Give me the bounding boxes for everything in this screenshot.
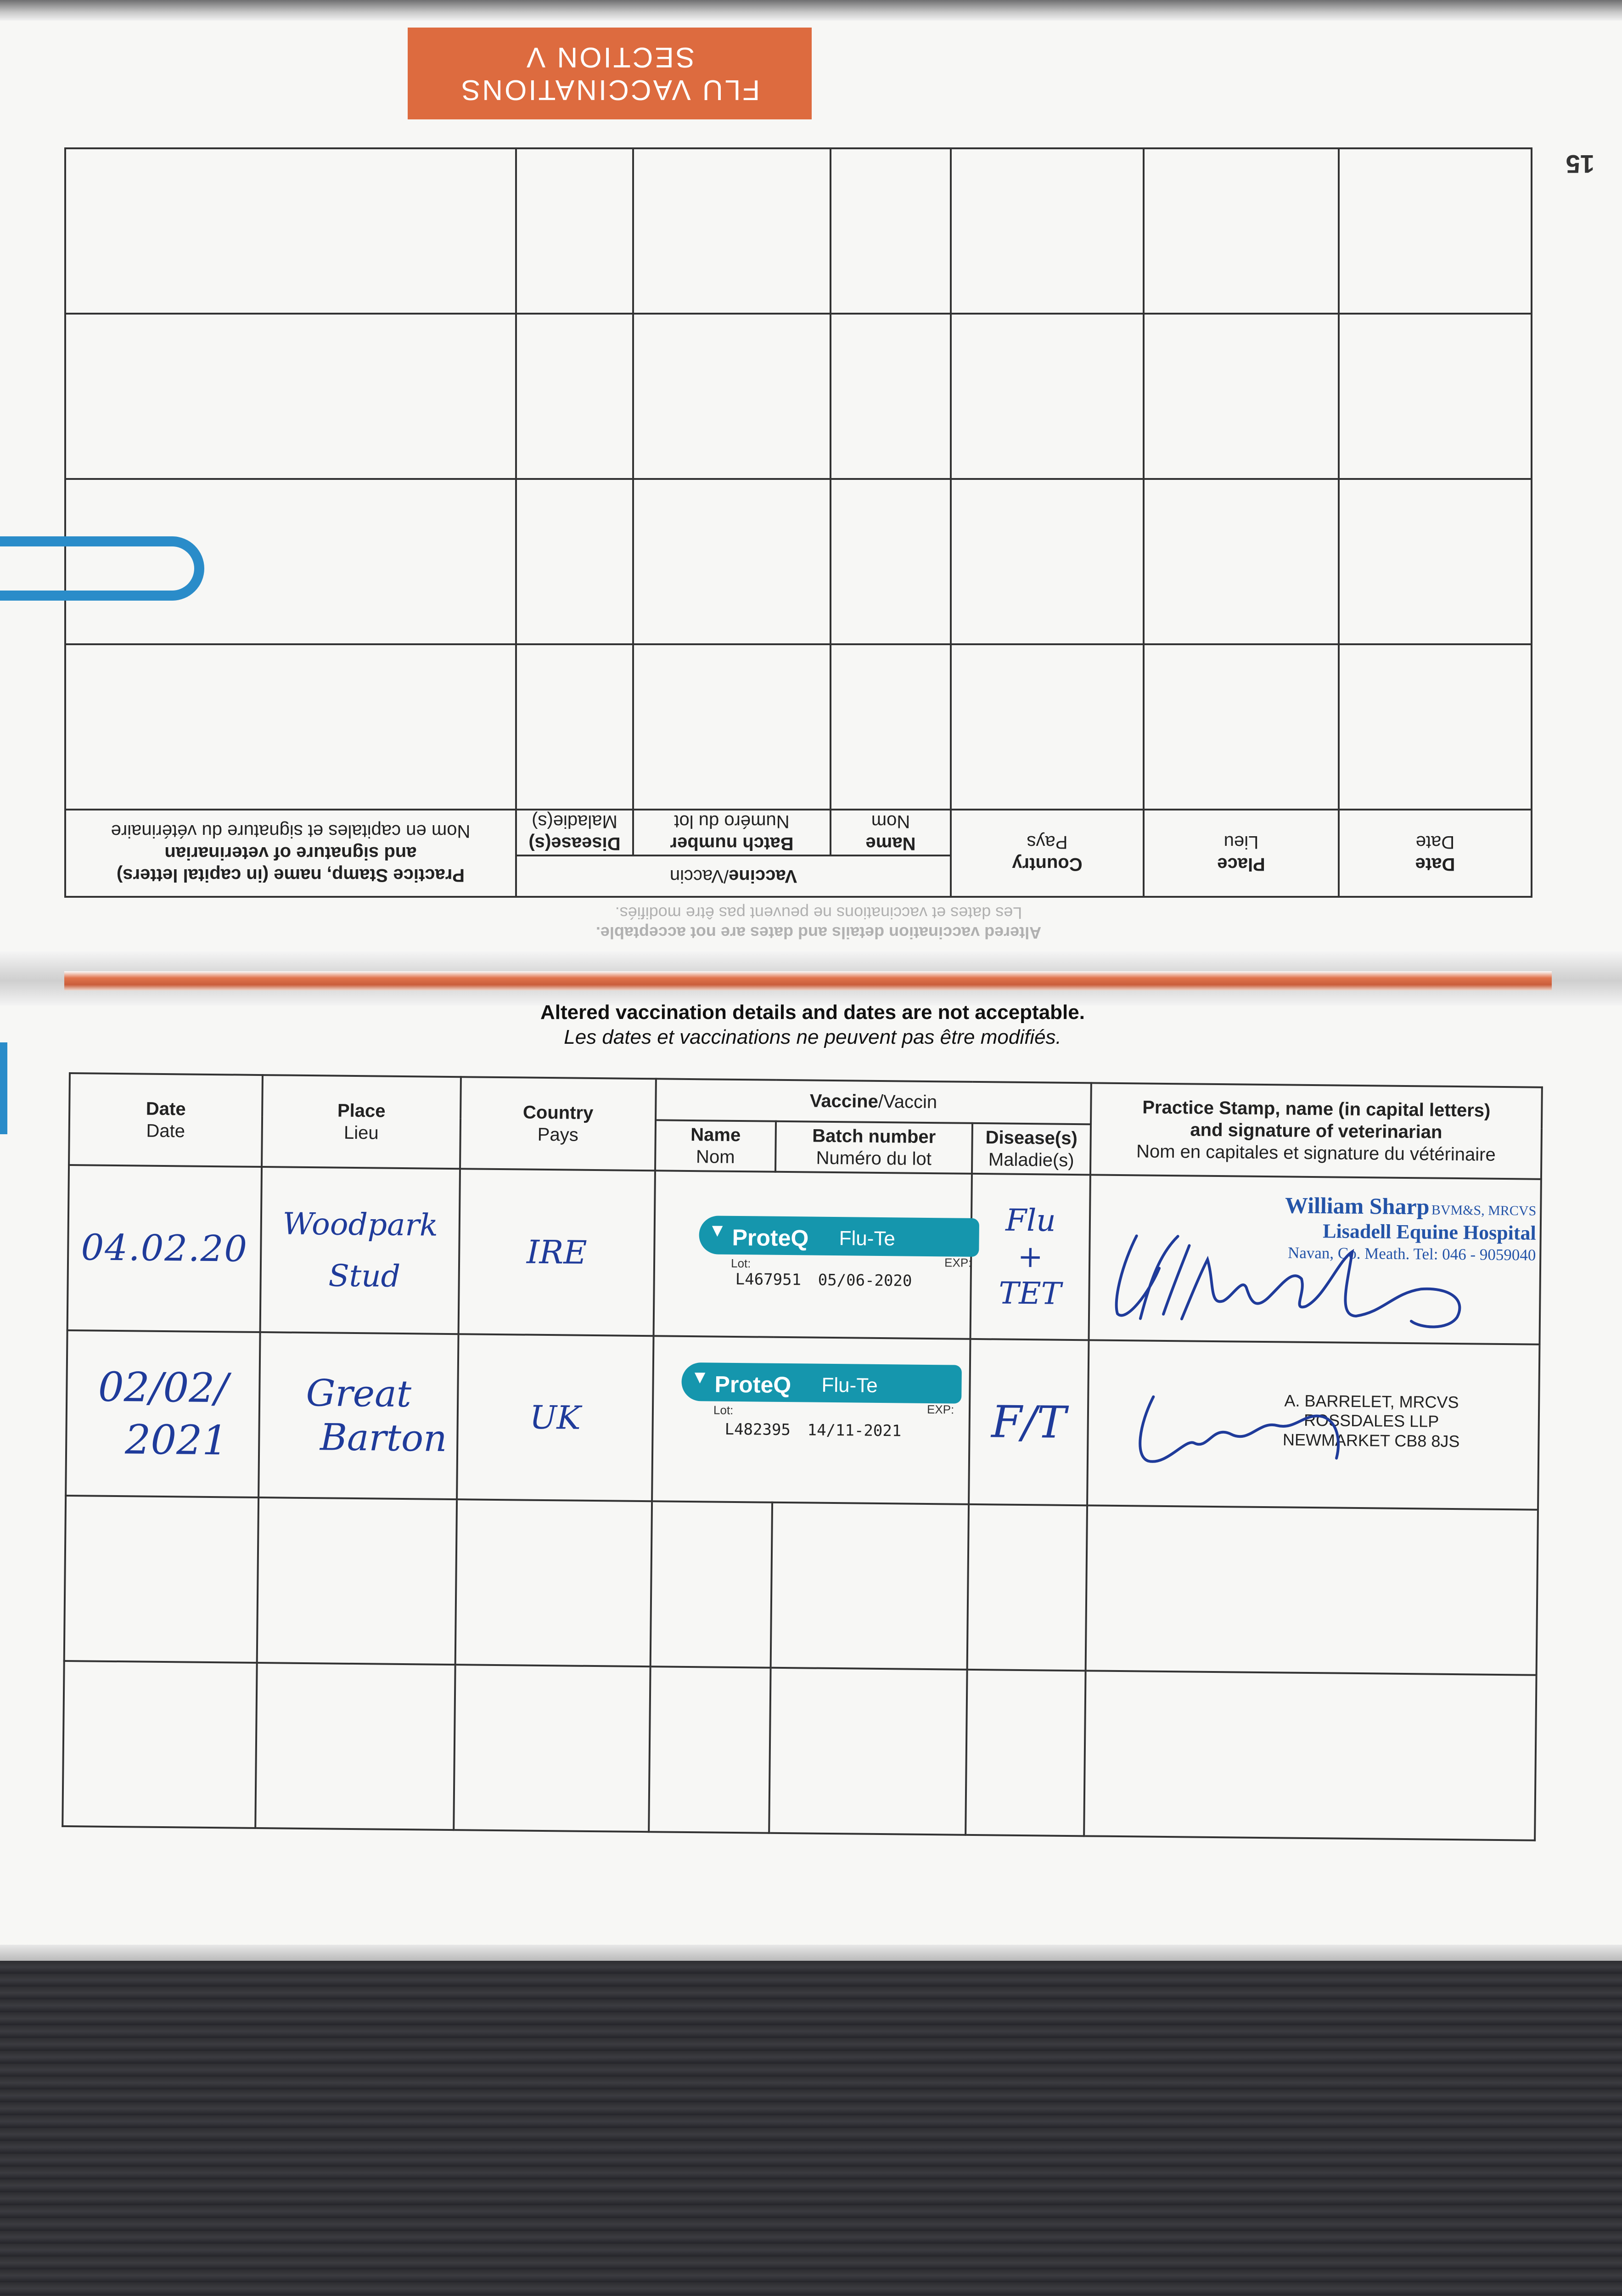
upper-header-vaccine: Vaccine/Vaccin [516, 855, 951, 897]
upper-header-country: Country Pays [951, 810, 1144, 897]
record-country: UK [457, 1334, 653, 1501]
empty-row [62, 1661, 1536, 1840]
record-place: Great Barton [258, 1332, 458, 1499]
droplet-icon: ▼ [690, 1367, 709, 1388]
record-row [67, 1165, 1541, 1345]
record-stamp-cell [1087, 1340, 1539, 1509]
sticker-expiry: 05/06-2020 [818, 1271, 912, 1290]
warning-english: Altered vaccination details and dates are not acceptable. [540, 1001, 1085, 1024]
faint-bleedthrough-warning: Altered vaccination details and dates are not acceptable. Les dates et vaccinations ne peuvent pas être modifiés. [595, 903, 1042, 942]
header-vaccine: Vaccine/Vaccin [656, 1079, 1091, 1124]
sticker-lot-number: L482395 [724, 1420, 791, 1440]
veterinarian-signature [1121, 1383, 1379, 1477]
header-country: Country Pays [460, 1077, 656, 1171]
sticker-lot-label: Lot: [730, 1256, 751, 1271]
header-place: Place Lieu [262, 1075, 461, 1169]
practice-stamp: William Sharp BVM&S, MRCVS Lisadell Equine Hospital Navan, Co. Meath. Tel: 046 - 9059040 [1285, 1192, 1537, 1264]
page-number: 15 [1566, 150, 1594, 179]
header-disease: Disease(s) Maladie(s) [972, 1123, 1091, 1175]
record-place: Woodpark Stud [260, 1167, 460, 1334]
practice-stamp: A. BARRELET, MRCVS ROSSDALES LLP NEWMARKET CB8 8JS [1282, 1391, 1460, 1451]
upper-header-disease: Disease(s) Maladie(s) [516, 810, 633, 855]
record-stamp-cell [1089, 1175, 1541, 1344]
section-banner: FLU VACCINATIONS SECTION V [408, 28, 812, 119]
empty-row [64, 1496, 1538, 1675]
vaccine-batch-sticker [681, 1362, 962, 1448]
record-row [66, 1330, 1539, 1510]
record-date: 02/02/ 2021 [66, 1330, 260, 1497]
sticker-brand: ProteQ [714, 1371, 791, 1398]
sticker-product: Flu-Te [821, 1373, 878, 1397]
sticker-expiry: 14/11-2021 [807, 1421, 902, 1441]
header-stamp: Practice Stamp, name (in capital letters) and signature of veterinarian Nom en capitales et signature du vétérinaire [1090, 1083, 1542, 1179]
record-country: IRE [459, 1169, 655, 1336]
sticker-product: Flu-Te [839, 1227, 896, 1250]
upper-header-name: Name Nom [831, 810, 951, 855]
sticker-banner [699, 1216, 979, 1257]
header-batch: Batch number Numéro du lot [775, 1121, 972, 1174]
sticker-exp-label: EXP: [944, 1255, 972, 1270]
upper-header-batch: Batch number Numéro du lot [633, 810, 831, 855]
sticker-exp-label: EXP: [926, 1402, 954, 1417]
header-date: Date Date [69, 1073, 263, 1167]
warning-french: Les dates et vaccinations ne peuvent pas être modifiés. [564, 1026, 1061, 1048]
flu-vaccination-table [62, 1072, 1543, 1841]
upper-header-stamp: Practice Stamp, name (in capital letters) and signature of veterinarian Nom en capitales et signature du vétérinaire [65, 810, 516, 897]
upper-header-place: Place Lieu [1144, 810, 1339, 897]
vaccine-label-cell [652, 1336, 970, 1504]
vaccine-label-cell [654, 1171, 972, 1339]
sticker-lot-number: L467951 [735, 1270, 802, 1289]
record-disease: F/T [969, 1339, 1089, 1505]
header-name: Name Nom [655, 1120, 776, 1172]
veterinarian-signature [1108, 1227, 1486, 1336]
sticker-banner [681, 1362, 962, 1404]
upper-header-date: Date Date [1339, 810, 1532, 897]
alteration-warning [441, 1001, 1184, 1049]
droplet-icon: ▼ [708, 1220, 727, 1241]
record-date: 04.02.20 [67, 1165, 262, 1332]
vaccine-batch-sticker [698, 1216, 979, 1301]
scanner-background [0, 1961, 1622, 2296]
record-disease: Flu + TET [971, 1174, 1090, 1340]
sticker-brand: ProteQ [732, 1224, 809, 1251]
sticker-lot-label: Lot: [713, 1403, 734, 1417]
